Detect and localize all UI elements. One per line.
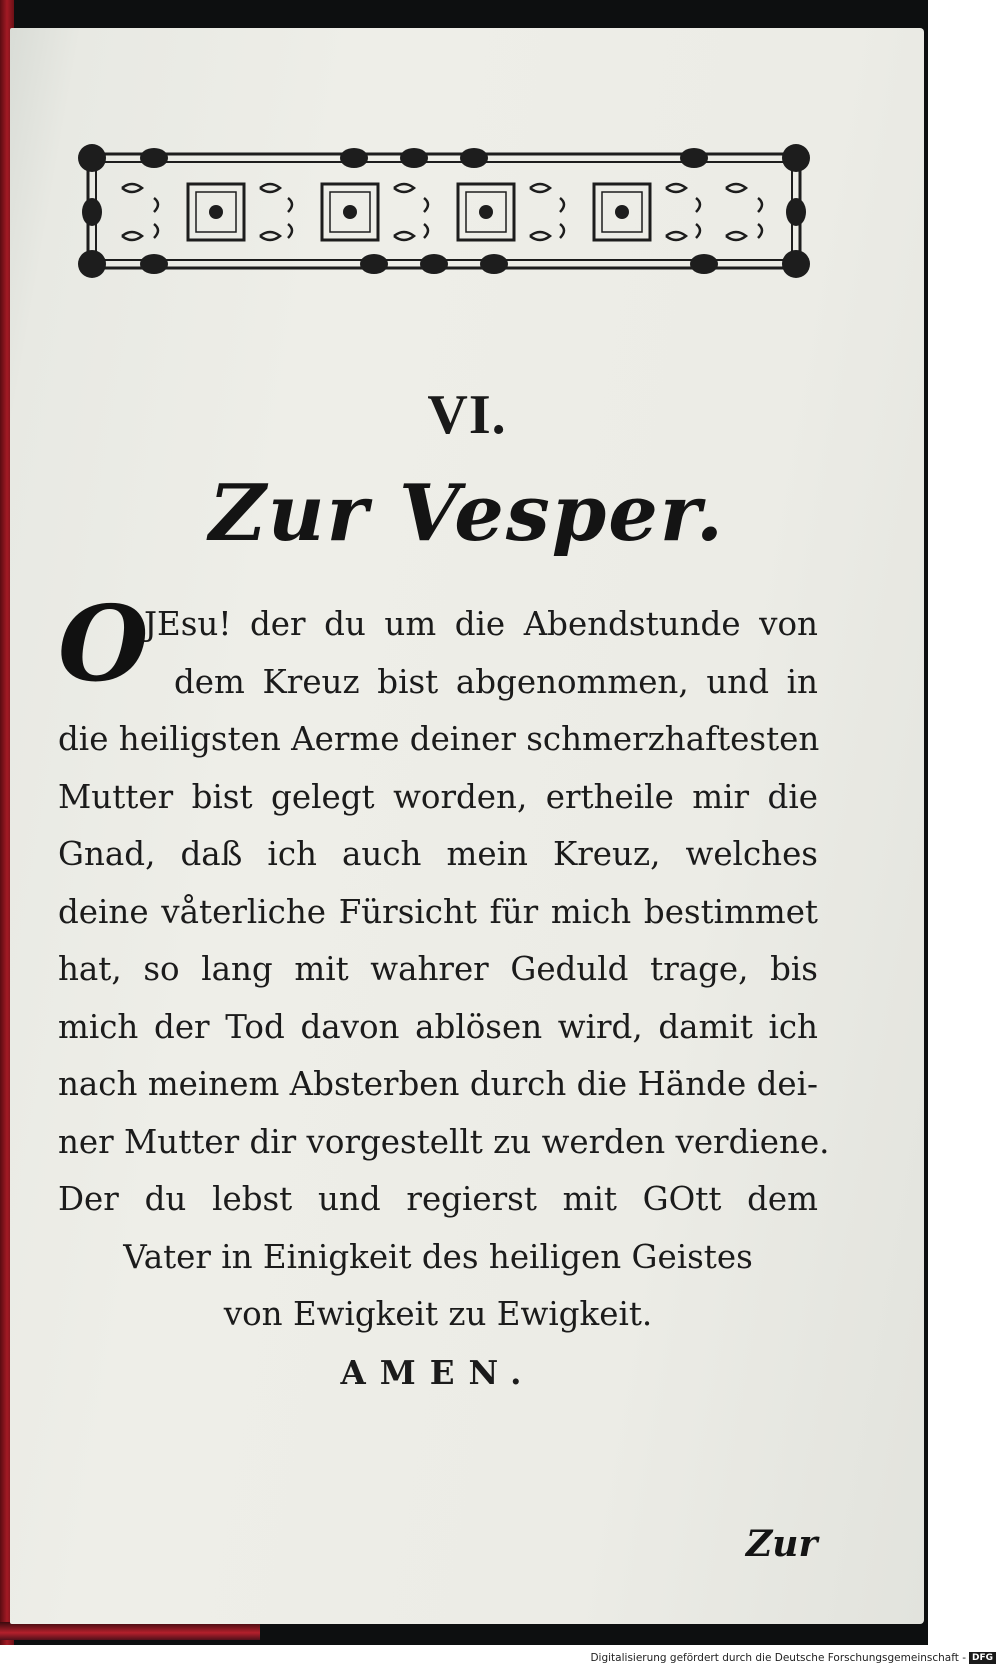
prayer-line: die heiligsten Aerme deiner schmerzhaftesten	[58, 720, 820, 758]
prayer-line: dem Kreuz bist abgenommen, und in	[174, 662, 818, 701]
dfg-logo: DFG	[969, 1652, 996, 1664]
prayer-line: deine våterliche Fürsicht für mich bestimmet	[58, 892, 818, 931]
prayer-line: von Ewigkeit zu Ewigkeit.	[223, 1295, 653, 1333]
prayer-line: mich der Tod davon ablösen wird, damit ich	[58, 1007, 818, 1046]
digitization-credit	[0, 1652, 996, 1664]
prayer-line: Vater in Einigkeit des heiligen Geistes	[123, 1237, 753, 1276]
chapter-title: Zur Vesper.	[208, 468, 726, 559]
prayer-line: Der du lebst und regierst mit GOtt dem	[58, 1180, 818, 1218]
prayer-line: Gnad, daß ich auch mein Kreuz, welches	[58, 835, 818, 873]
prayer-line: JEsu! der du um die Abendstunde von	[144, 605, 818, 643]
book-page	[10, 28, 924, 1624]
prayer-line: nach meinem Absterben durch die Hände dei-	[58, 1065, 818, 1103]
catchword: Zur	[746, 1523, 818, 1565]
credit-text: Digitalisierung gefördert durch die Deutsche Forschungsgemeinschaft -	[590, 1652, 966, 1664]
prayer-line: Mutter bist gelegt worden, ertheile mir die	[58, 777, 818, 816]
book-cover-edge	[0, 1622, 260, 1640]
decorative-ornament-border	[74, 140, 814, 300]
chapter-number: VI.	[427, 384, 507, 446]
prayer-line: hat, so lang mit wahrer Geduld trage, bis	[58, 950, 818, 988]
drop-cap-initial: O	[58, 582, 149, 705]
prayer-line: ner Mutter dir vorgestellt zu werden verdiene.	[58, 1122, 830, 1161]
amen-line: AMEN.	[340, 1352, 536, 1392]
prayer-text	[58, 582, 830, 1401]
